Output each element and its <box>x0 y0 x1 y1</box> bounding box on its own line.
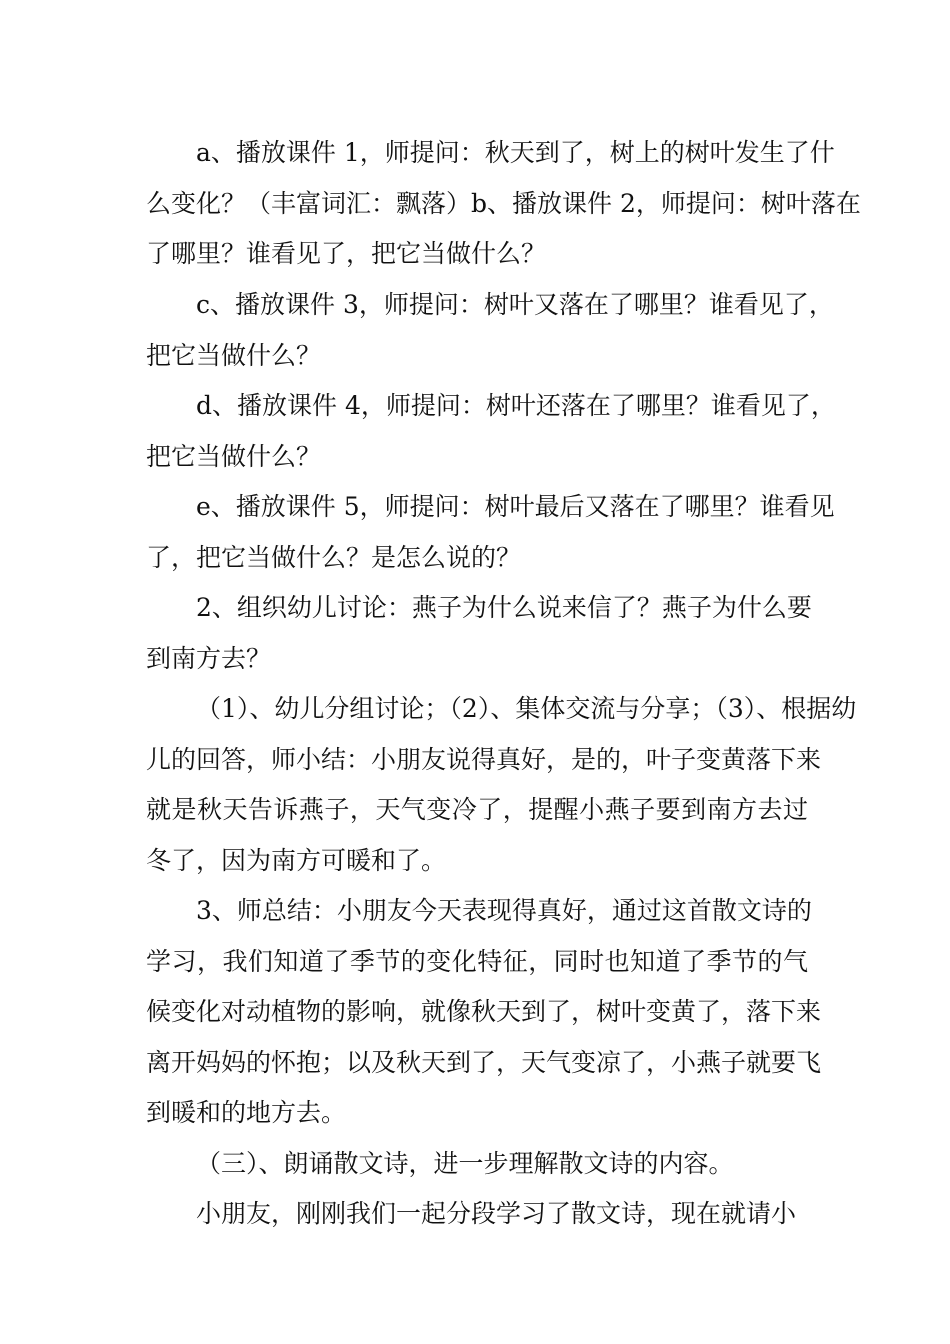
text-line: d、播放课件 4，师提问：树叶还落在了哪里？谁看见了， <box>196 391 836 420</box>
text-line: 候变化对动植物的影响，就像秋天到了，树叶变黄了，落下来 <box>146 997 822 1026</box>
text-line: 就是秋天告诉燕子，天气变冷了，提醒小燕子要到南方去过 <box>146 795 808 824</box>
text-line: 了，把它当做什么？是怎么说的？ <box>146 542 522 572</box>
paragraph-conclusion <box>146 886 822 1139</box>
text-line: 么变化？（丰富词汇：飘落）b、播放课件 2，师提问：树叶落在 <box>146 188 861 218</box>
text-line: （1）、幼儿分组讨论；（2）、集体交流与分享；（3）、根据幼 <box>196 694 857 723</box>
text-line: 把它当做什么？ <box>146 441 322 471</box>
paragraph-e <box>146 482 835 583</box>
text-line: （三）、朗诵散文诗，进一步理解散文诗的内容。 <box>196 1149 734 1178</box>
text-line: 离开妈妈的怀抱；以及秋天到了，天气变凉了，小燕子就要飞 <box>146 1047 822 1077</box>
text-line: 到南方去？ <box>146 643 272 673</box>
paragraph-summary <box>146 684 857 886</box>
paragraph-d <box>146 381 836 482</box>
text-line: 儿的回答，师小结：小朋友说得真好，是的，叶子变黄落下来 <box>146 744 822 774</box>
text-line: 了哪里？谁看见了，把它当做什么？ <box>146 239 547 268</box>
text-line: 小朋友，刚刚我们一起分段学习了散文诗，现在就请小 <box>196 1199 797 1228</box>
text-line: 到暖和的地方去。 <box>146 1098 347 1127</box>
paragraph-discussion <box>146 583 812 684</box>
text-line: 把它当做什么？ <box>146 340 322 370</box>
paragraph-a <box>146 128 861 280</box>
text-line: 学习，我们知道了季节的变化特征，同时也知道了季节的气 <box>146 946 808 976</box>
text-line: 3、师总结：小朋友今天表现得真好，通过这首散文诗的 <box>196 896 812 925</box>
section-heading-three <box>146 1139 808 1190</box>
text-line: a、播放课件 1，师提问：秋天到了，树上的树叶发生了什 <box>196 138 835 167</box>
text-line: 冬了，因为南方可暖和了。 <box>146 845 447 875</box>
paragraph-recitation <box>146 1189 808 1240</box>
text-line: c、播放课件 3，师提问：树叶又落在了哪里？谁看见了， <box>196 290 834 319</box>
paragraph-c <box>146 280 834 381</box>
text-line: 2、组织幼儿讨论：燕子为什么说来信了？燕子为什么要 <box>196 593 812 622</box>
text-line: e、播放课件 5，师提问：树叶最后又落在了哪里？谁看见 <box>196 492 835 521</box>
